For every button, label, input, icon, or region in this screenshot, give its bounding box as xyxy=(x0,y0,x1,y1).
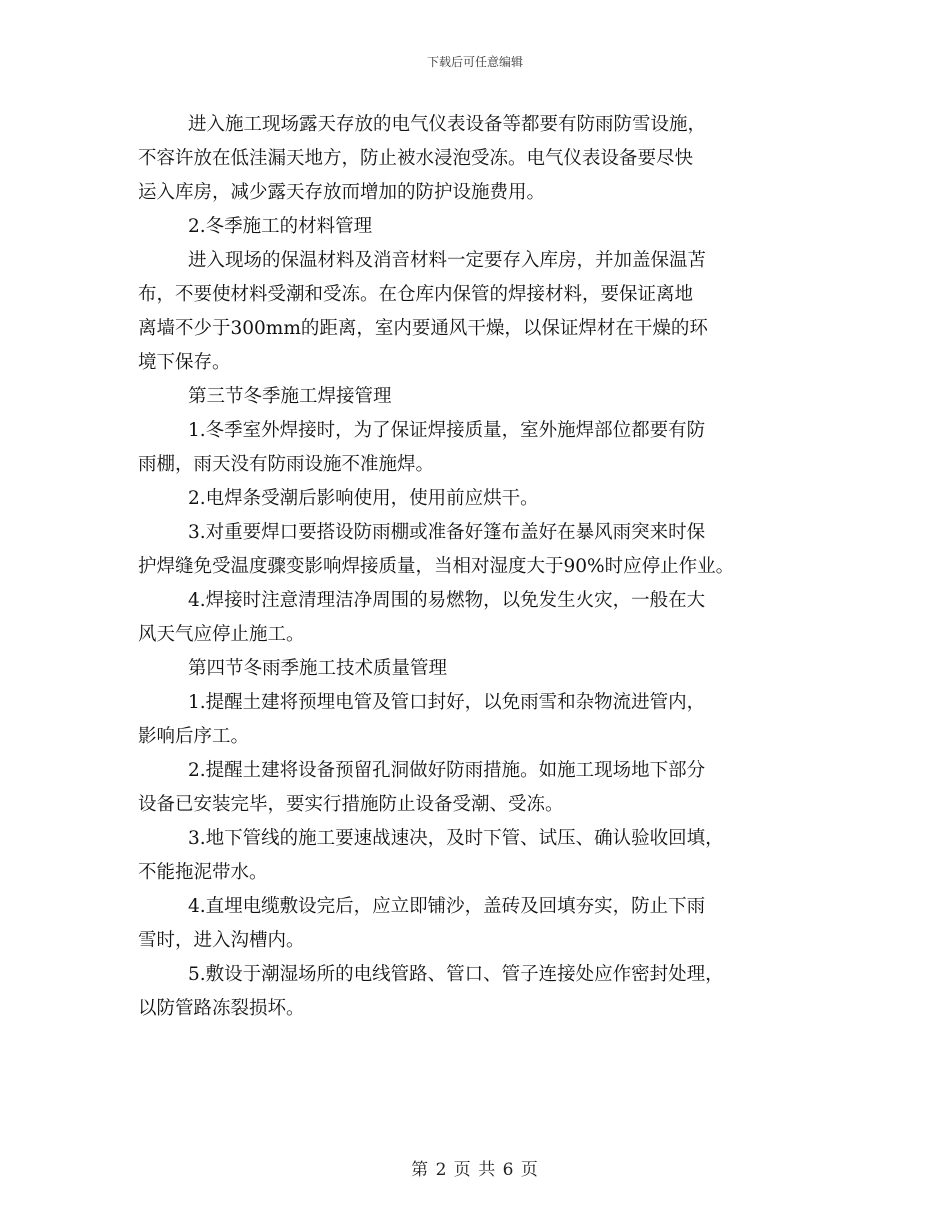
paragraph-line: 运入库房，减少露天存放而增加的防护设施费用。 xyxy=(138,182,546,203)
paragraph-line: 风天气应停止施工。 xyxy=(138,624,305,645)
paragraph-line-first: 3.地下管线的施工要速战速决，及时下管、试压、确认验收回填， xyxy=(187,828,724,849)
paragraph-line-first: 2.电焊条受潮后影响使用，使用前应烘干。 xyxy=(187,488,539,509)
paragraph-line-first: 1.提醒土建将预埋电管及管口封好，以免雨雪和杂物流进管内， xyxy=(187,692,706,713)
document-body xyxy=(138,108,828,1026)
paragraph-line: 布，不要使材料受潮和受冻。在仓库内保管的焊接材料，要保证离地 xyxy=(138,284,694,305)
paragraph-line-first: 4.直埋电缆敷设完后，应立即铺沙，盖砖及回填夯实，防止下雨 xyxy=(187,896,706,917)
paragraph-line-first: 1.冬季室外焊接时，为了保证焊接质量，室外施焊部位都要有防 xyxy=(187,420,706,441)
paragraph-line: 不能拖泥带水。 xyxy=(138,862,268,883)
paragraph-line: 境下保存。 xyxy=(138,352,231,373)
paragraph-line-first: 4.焊接时注意清理洁净周围的易燃物，以免发生火灾，一般在大 xyxy=(187,590,706,611)
page-header: 下载后可任意编辑 xyxy=(426,55,523,69)
page-footer: 第 2 页 共 6 页 xyxy=(411,1160,539,1180)
paragraph-line-first: 5.敷设于潮湿场所的电线管路、管口、管子连接处应作密封处理， xyxy=(187,964,724,985)
paragraph-line-first: 2.提醒土建将设备预留孔洞做好防雨措施。如施工现场地下部分 xyxy=(187,760,706,781)
paragraph-line-first: 3.对重要焊口要搭设防雨棚或准备好篷布盖好在暴风雨突来时保 xyxy=(187,522,706,543)
paragraph-line-first: 第三节冬季施工焊接管理 xyxy=(187,386,392,407)
paragraph-line: 设备已安装完毕，要实行措施防止设备受潮、受冻。 xyxy=(138,794,564,815)
paragraph-line-first: 进入现场的保温材料及消音材料一定要存入库房，并加盖保温苫 xyxy=(187,250,706,271)
paragraph-line: 不容许放在低洼漏天地方，防止被水浸泡受冻。电气仪表设备要尽快 xyxy=(138,148,694,169)
paragraph-line: 影响后序工。 xyxy=(138,726,250,747)
paragraph-line: 以防管路冻裂损坏。 xyxy=(138,998,305,1019)
paragraph-line: 离墙不少于300mm的距离，室内要通风干燥，以保证焊材在干燥的环 xyxy=(138,318,708,339)
paragraph-line-first: 2.冬季施工的材料管理 xyxy=(187,216,373,237)
paragraph-line-first: 第四节冬雨季施工技术质量管理 xyxy=(187,658,447,679)
paragraph-line-first: 进入施工现场露天存放的电气仪表设备等都要有防雨防雪设施， xyxy=(187,114,706,135)
paragraph-line: 护焊缝免受温度骤变影响焊接质量，当相对湿度大于90%时应停止作业。 xyxy=(138,556,735,577)
paragraph-line: 雪时，进入沟槽内。 xyxy=(138,930,305,951)
paragraph-line: 雨棚，雨天没有防雨设施不准施焊。 xyxy=(138,454,435,475)
